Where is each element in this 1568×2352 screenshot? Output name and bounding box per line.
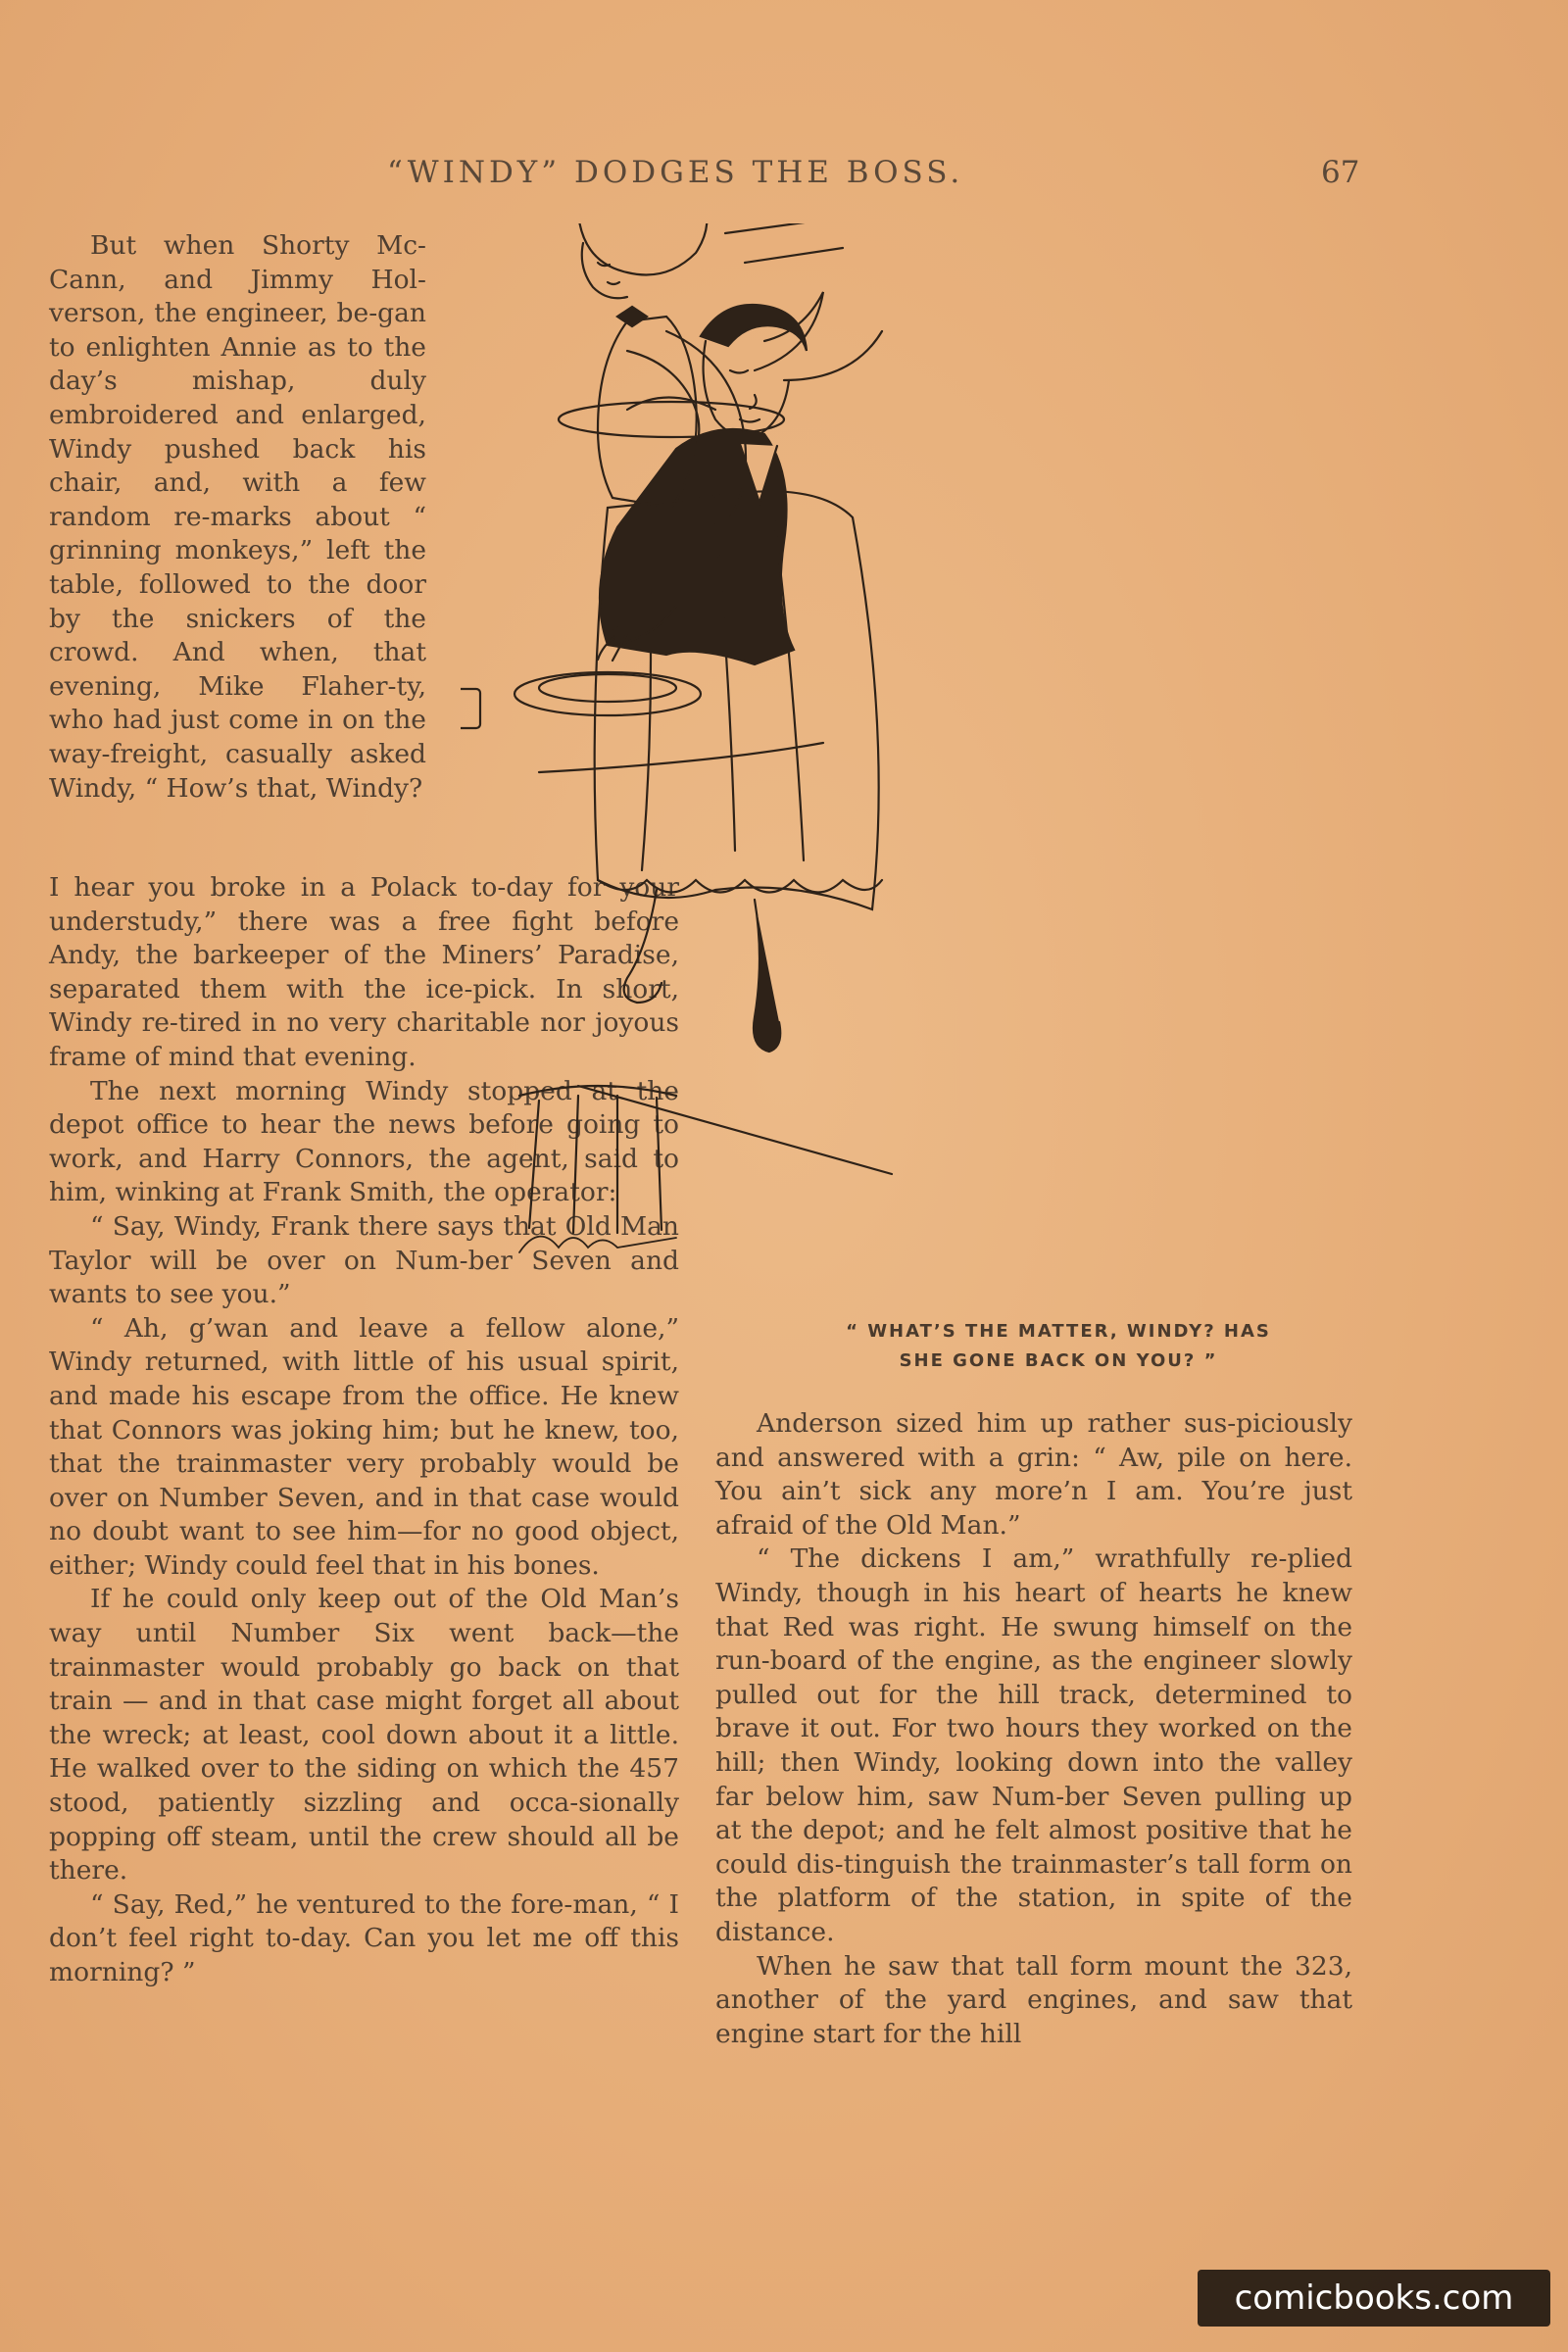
illustration-caption bbox=[745, 1317, 1372, 1376]
source-watermark: comicbooks.com bbox=[1198, 2270, 1550, 2327]
paragraph: Anderson sized him up rather sus-piciously and answered with a grin: “ Aw, pile on here. You ain’t sick any more’n I am. You’re just afraid of the Old Man.” bbox=[715, 1408, 1352, 1541]
paragraph: The next morning Windy stopped at the depot office to hear the news before going to work, and Harry Connors, the agent, said to him, winking at Frank Smith, the operator: bbox=[49, 1075, 679, 1208]
paragraph: But when Shorty Mc-Cann, and Jimmy Hol-verson, the engineer, be-gan to enlighten Annie as to the day’s mishap, duly embroidered and enlarged, Windy pushed back his chair, and, with a few random re-marks about “ grinning monkeys,” left the table, followed to the door by the snickers of the crowd. And when, that evening, Mike Flaher-ty, who had just come in on the way-freight, casually asked Windy, “ How’s that, Windy? bbox=[49, 230, 426, 804]
illustration-waitress-and-windy bbox=[461, 223, 1362, 1311]
paragraph: “ Ah, g’wan and leave a fellow alone,” Windy returned, with little of his usual spirit, and made his escape from the office. He knew that Connors was joking him; but he knew, too, that the trainmaster very probably would be over on Number Seven, and in that case would no doubt want to see him—for no good object, either; Windy could feel that in his bones. bbox=[49, 1312, 679, 1581]
running-title: “WINDY” DODGES THE BOSS. bbox=[387, 155, 964, 190]
paragraph: If he could only keep out of the Old Man’s way until Number Six went back—the trainmaster would probably go back on that train — and in that case might forget all about the wreck; at least, cool down about it a little. He walked over to the siding on which the 457 stood, patiently sizzling and occa-sionally popping off steam, until the crew should all be there. bbox=[49, 1584, 679, 1886]
right-column bbox=[715, 1407, 1352, 2051]
paragraph: “ The dickens I am,” wrathfully re-plied Windy, though in his heart of hearts he knew that Red was right. He swung himself on the run-board of the engine, as the engineer slowly pulled out for the hill track, determined to brave it out. For two hours they worked on the hill; then Windy, looking down into the valley far below him, saw Num-ber Seven pulling up at the depot; and he felt almost positive that he could dis-tinguish the trainmaster’s tall form on the platform of the station, in spite of the distance. bbox=[715, 1544, 1352, 1947]
left-column-top bbox=[49, 229, 426, 806]
caption-line: “ WHAT’S THE MATTER, WINDY? HAS bbox=[846, 1321, 1271, 1342]
page-number: 67 bbox=[1321, 155, 1360, 190]
paragraph: When he saw that tall form mount the 323, another of the yard engines, and saw that engine start for the hill bbox=[715, 1950, 1352, 2049]
paragraph: “ Say, Windy, Frank there says that Old Man Taylor will be over on Num-ber Seven and wants to see you.” bbox=[49, 1210, 679, 1310]
caption-line: SHE GONE BACK ON YOU? ” bbox=[899, 1350, 1218, 1371]
page-header bbox=[0, 155, 1568, 194]
paragraph: “ Say, Red,” he ventured to the fore-man, “ I don’t feel right to-day. Can you let me off this morning? ” bbox=[49, 1888, 679, 1987]
paragraph: I hear you broke in a Polack to-day for your understudy,” there was a free fight before Andy, the barkeeper of the Miners’ Paradise, separated them with the ice-pick. In short, Windy re-tired in no very charitable nor joyous frame of mind that evening. bbox=[49, 872, 679, 1072]
